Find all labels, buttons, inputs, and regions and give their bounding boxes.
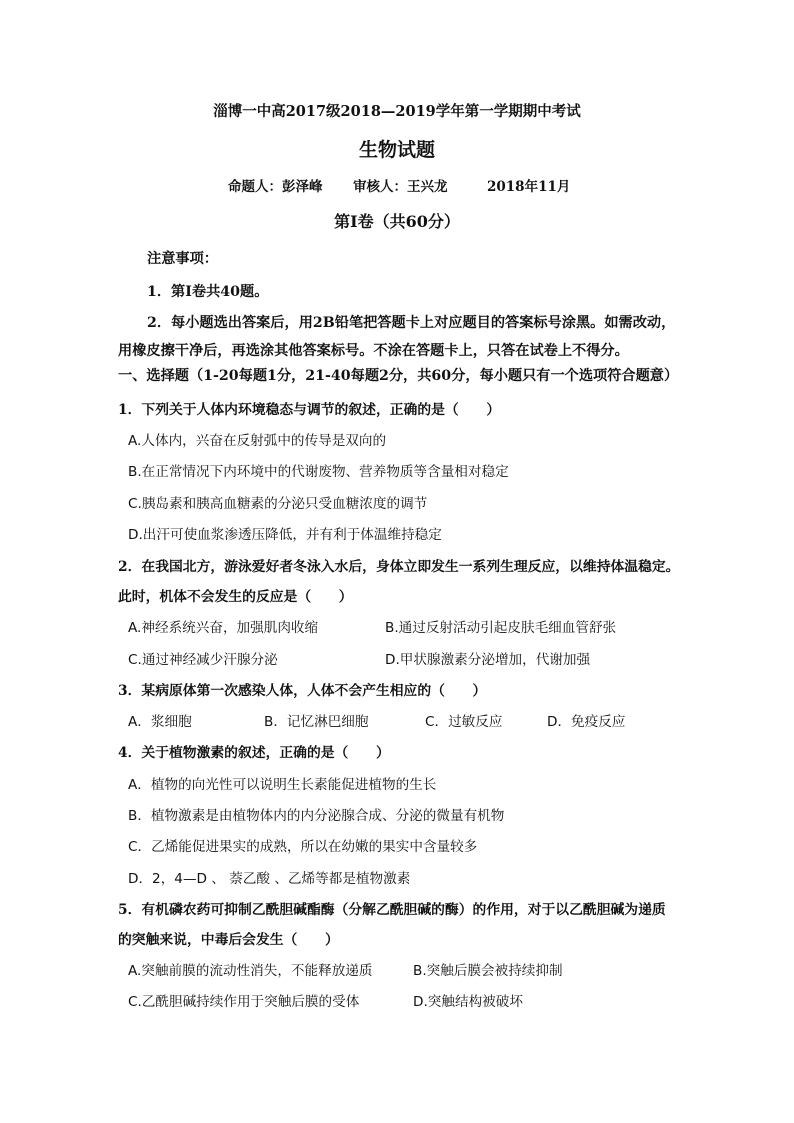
question-1-option-b: B.在正常情况下内环境中的代谢废物、营养物质等含量相对稳定 — [128, 464, 509, 480]
question-2-stem-line-2: 此时，机体不会发生的反应是（ ） — [118, 589, 353, 605]
question-2-option-b: B.通过反射活动引起皮肤毛细血管舒张 — [385, 620, 617, 636]
question-1-option-a: A.人体内，兴奋在反射弧中的传导是双向的 — [128, 433, 387, 449]
notes-item-1: 1．第Ⅰ卷共40题。 — [147, 284, 269, 300]
question-5-option-c: C.乙酰胆碱持续作用于突触后膜的受体 — [128, 994, 360, 1010]
section-heading: 一、选择题（1-20每题1分，21-40每题2分，共60分，每小题只有一个选项符合题意） — [118, 368, 679, 384]
subject-title: 生物试题 — [358, 139, 435, 161]
question-3-option-d: D．免疫反应 — [547, 714, 626, 730]
question-4-option-a: A．植物的向光性可以说明生长素能促进植物的生长 — [128, 777, 437, 793]
reviewer: 审核人：王兴龙 — [353, 179, 448, 195]
question-4-option-b: B．植物激素是由植物体内的内分泌腺合成、分泌的微量有机物 — [128, 808, 505, 824]
question-4-option-c: C．乙烯能促进果实的成熟，所以在幼嫩的果实中含量较多 — [128, 839, 478, 855]
author: 命题人：彭泽峰 — [228, 179, 323, 195]
question-1-stem: 1．下列关于人体内环境稳态与调节的叙述，正确的是（ ） — [118, 402, 501, 418]
exam-date: 2018年11月 — [487, 179, 571, 195]
question-3-option-a: A．浆细胞 — [128, 714, 192, 730]
question-5-option-d: D.突触结构被破坏 — [413, 994, 523, 1010]
question-1-option-d: D.出汗可使血浆渗透压降低，并有利于体温维持稳定 — [128, 527, 442, 543]
question-4-stem: 4．关于植物激素的叙述，正确的是（ ） — [118, 745, 390, 761]
question-4-option-d: D．2，4—D 、 萘乙酸 、乙烯等都是植物激素 — [128, 871, 411, 887]
question-2-stem-line-1: 2．在我国北方，游泳爱好者冬泳入水后，身体立即发生一系列生理反应，以维持体温稳定。 — [118, 559, 680, 575]
question-2-option-c: C.通过神经减少汗腺分泌 — [128, 652, 278, 668]
question-5-option-a: A.突触前膜的流动性消失，不能释放递质 — [128, 963, 373, 979]
exam-title: 淄博一中高2017级2018—2019学年第一学期期中考试 — [213, 103, 581, 120]
question-2-option-d: D.甲状腺激素分泌增加，代谢加强 — [385, 652, 591, 668]
question-3-option-b: B．记忆淋巴细胞 — [264, 714, 369, 730]
notes-item-2-line-1: 2．每小题选出答案后，用2B铅笔把答题卡上对应题目的答案标号涂黑。如需改动， — [147, 315, 676, 331]
volume-heading: 第Ⅰ卷（共60分） — [334, 212, 460, 231]
question-5-stem-line-1: 5．有机磷农药可抑制乙酰胆碱酯酶（分解乙酰胆碱的酶）的作用，对于以乙酰胆碱为递质 — [118, 902, 666, 918]
notes-heading: 注意事项： — [147, 251, 218, 267]
question-3-stem: 3．某病原体第一次感染人体，人体不会产生相应的（ ） — [118, 683, 487, 699]
question-5-stem-line-2: 的突触来说，中毒后会发生（ ） — [118, 932, 339, 948]
notes-item-2-line-2: 用橡皮擦干净后，再选涂其他答案标号。不涂在答题卡上，只答在试卷上不得分。 — [118, 343, 629, 359]
question-5-option-b: B.突触后膜会被持续抑制 — [413, 963, 563, 979]
question-3-option-c: C．过敏反应 — [425, 714, 503, 730]
question-1-option-c: C.胰岛素和胰高血糖素的分泌只受血糖浓度的调节 — [128, 496, 428, 512]
question-2-option-a: A.神经系统兴奋，加强肌肉收缩 — [128, 620, 319, 636]
